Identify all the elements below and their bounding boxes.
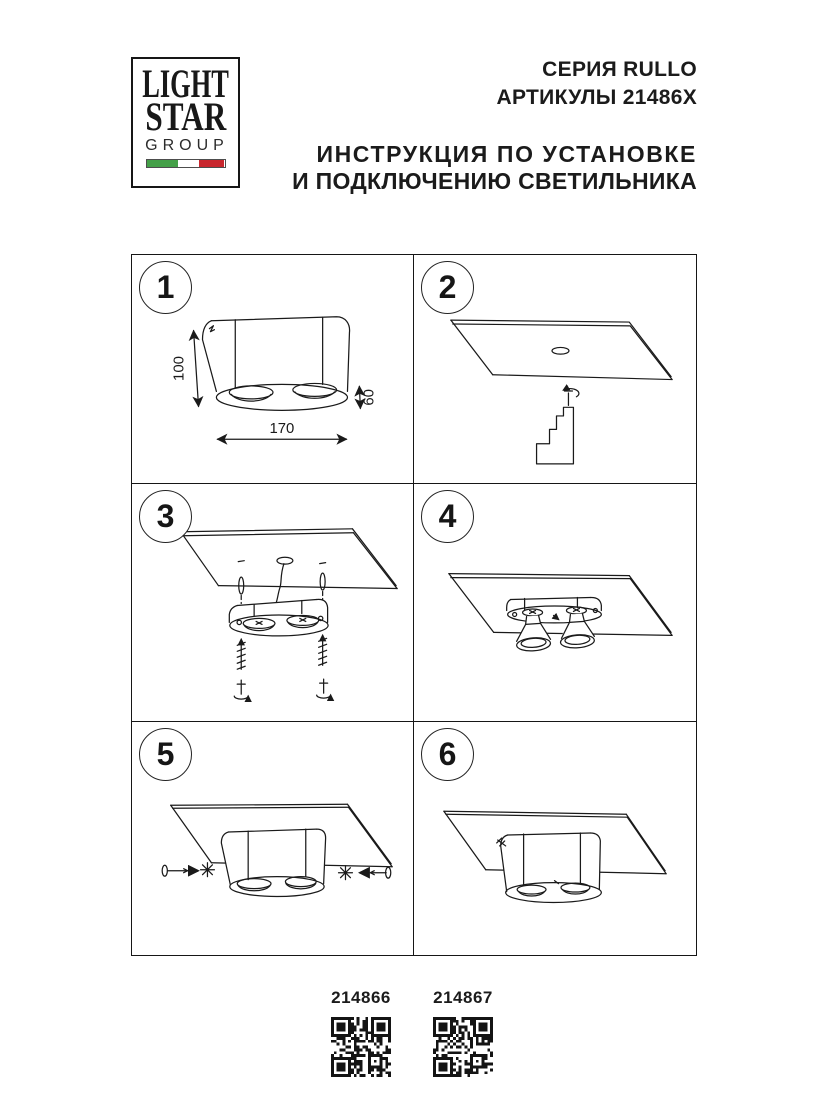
right-side-screw — [339, 866, 391, 880]
header-titles — [292, 56, 697, 195]
fixture-mask — [221, 829, 325, 896]
article-code: 214866 — [331, 988, 391, 1007]
step-number: 1 — [156, 269, 175, 305]
step-number-badge — [139, 490, 192, 543]
step-cell-5 — [132, 722, 414, 955]
step-number: 2 — [438, 269, 457, 305]
series-line: СЕРИЯ RULLO — [542, 58, 697, 81]
step-number-badge — [139, 728, 192, 781]
supply-wire — [276, 557, 293, 603]
screw — [234, 680, 248, 699]
articles-line: АРТИКУЛЫ 21486X — [496, 86, 697, 109]
lightstar-logo — [131, 57, 240, 188]
step-number-badge — [421, 490, 474, 543]
step-cell-4 — [414, 484, 696, 722]
logo-text-light: LIGHT — [142, 61, 229, 106]
step-number-badge — [421, 261, 474, 314]
logo-text-star: STAR — [145, 94, 226, 139]
series-title — [292, 56, 697, 112]
logo-text-group: GROUP — [145, 137, 229, 154]
article-block — [329, 988, 393, 1077]
step-number: 6 — [438, 736, 457, 772]
article-code: 214867 — [433, 988, 493, 1007]
dimension-height — [172, 331, 199, 407]
mounting-hole — [552, 347, 569, 354]
flag-red-segment — [199, 160, 225, 167]
screw — [317, 679, 331, 698]
dimension-width — [217, 421, 346, 439]
step-number-badge — [421, 728, 474, 781]
italian-flag-stripe — [146, 159, 226, 168]
svg-text:60: 60 — [361, 389, 378, 406]
instruction-line-1: ИНСТРУКЦИЯ ПО УСТАНОВКЕ — [316, 141, 697, 167]
screw — [563, 389, 578, 406]
step-number-badge — [139, 261, 192, 314]
instruction-title — [292, 141, 697, 195]
left-side-screw — [162, 863, 214, 877]
instruction-line-2: И ПОДКЛЮЧЕНИЮ СВЕТИЛЬНИКА — [292, 168, 697, 194]
flag-green-segment — [147, 160, 179, 167]
steps-grid — [131, 254, 697, 956]
step-number: 3 — [156, 498, 175, 534]
svg-text:170: 170 — [269, 421, 295, 438]
step-number: 5 — [156, 736, 175, 772]
light-fixture — [202, 317, 349, 411]
mounting-bracket — [537, 407, 574, 464]
step-cell-1 — [132, 255, 414, 484]
base-mask — [507, 598, 602, 624]
article-block — [431, 988, 495, 1077]
ceiling-panel — [181, 529, 397, 594]
impact-mark — [339, 866, 353, 880]
step-cell-2 — [414, 255, 696, 484]
flag-white-segment — [178, 160, 198, 167]
svg-text:100: 100 — [171, 356, 188, 381]
dimension-depth — [359, 386, 377, 408]
step-cell-6 — [414, 722, 696, 955]
qr-code — [331, 1017, 391, 1077]
impact-mark — [201, 863, 215, 877]
step-number: 4 — [438, 498, 457, 534]
ceiling-panel — [451, 320, 672, 379]
step-cell-3 — [132, 484, 414, 722]
qr-code — [433, 1017, 493, 1077]
